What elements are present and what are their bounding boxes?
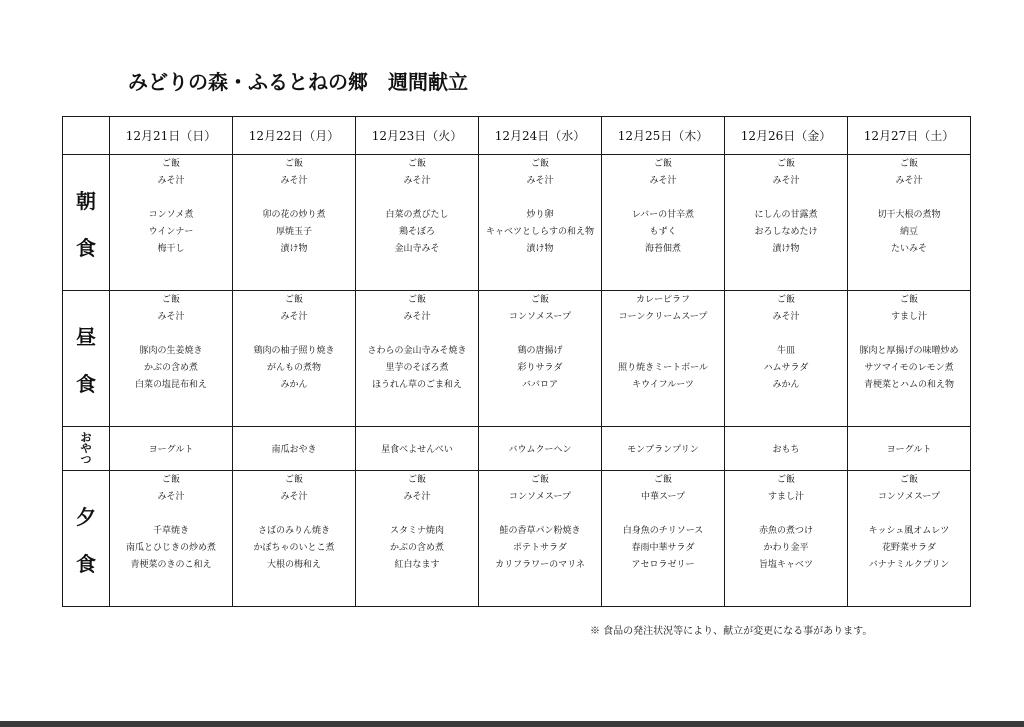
menu-item: みそ汁: [526, 176, 554, 186]
menu-item: みそ汁: [157, 176, 185, 186]
corner-cell: [63, 117, 110, 155]
menu-item: キャベツとしらすの和え物: [485, 227, 594, 237]
date-header-row: [63, 117, 971, 155]
menu-item: 赤魚の煮つけ: [758, 526, 813, 536]
day-header: 12月21日（日）: [110, 117, 233, 155]
menu-item: ご飯: [161, 295, 180, 305]
menu-item: 白身魚のチリソース: [622, 526, 704, 536]
menu-item: ウインナー: [148, 227, 194, 237]
menu-item: スタミナ焼肉: [389, 526, 444, 536]
menu-item: みそ汁: [157, 492, 185, 502]
menu-item: 照り焼きミートボール: [618, 363, 708, 373]
menu-item: レバーの甘辛煮: [631, 210, 695, 220]
menu-item: みそ汁: [280, 176, 308, 186]
menu-item: ご飯: [530, 475, 549, 485]
menu-item: みそ汁: [649, 176, 677, 186]
menu-item: 紅白なます: [394, 560, 440, 570]
menu-item: にしんの甘露煮: [754, 210, 818, 220]
snack-cell: 星食べよせんべい: [356, 427, 479, 471]
breakfast-label-char: 食: [76, 235, 96, 260]
breakfast-cell: [356, 155, 479, 291]
snack-cell: モンブランプリン: [602, 427, 725, 471]
menu-item: 青梗菜のきのこ和え: [130, 560, 212, 570]
menu-item: みかん: [772, 380, 800, 390]
snack-cell: バウムクーヘン: [479, 427, 602, 471]
menu-item: おろしなめたけ: [754, 227, 818, 237]
menu-item: がんもの煮物: [266, 363, 321, 373]
menu-item: ババロア: [521, 380, 558, 390]
menu-item: コンソメスープ: [509, 312, 571, 322]
lunch-cell: [233, 291, 356, 427]
menu-item: ご飯: [530, 159, 549, 169]
dinner-label-cell: [63, 471, 110, 607]
menu-item: さばのみりん焼き: [257, 526, 330, 536]
weekly-menu-table: [62, 116, 971, 607]
menu-item: ご飯: [407, 475, 426, 485]
menu-item: 里芋のそぼろ煮: [385, 363, 449, 373]
snack-label-cell: [63, 427, 110, 471]
menu-item: カレーピラフ: [635, 295, 690, 305]
menu-item: みそ汁: [403, 176, 431, 186]
lunch-label-char: 食: [76, 371, 96, 396]
snack-label-char: つ: [80, 453, 92, 466]
menu-item: ハムサラダ: [763, 363, 809, 373]
breakfast-label-cell: [63, 155, 110, 291]
snack-label-char: お: [80, 431, 92, 444]
menu-item: ほうれん草のごま和え: [371, 380, 462, 390]
menu-item: みそ汁: [280, 492, 308, 502]
menu-item: みそ汁: [895, 176, 923, 186]
menu-item: 漬け物: [280, 244, 308, 254]
lunch-cell: [848, 291, 971, 427]
menu-item: 納豆: [899, 227, 918, 237]
breakfast-row: [63, 155, 971, 291]
menu-item: ご飯: [407, 159, 426, 169]
day-header: 12月23日（火）: [356, 117, 479, 155]
menu-item: ご飯: [284, 475, 303, 485]
lunch-label-char: 昼: [76, 324, 96, 349]
menu-item: コンソメスープ: [509, 492, 571, 502]
dinner-cell: [602, 471, 725, 607]
breakfast-cell: [602, 155, 725, 291]
lunch-cell: [110, 291, 233, 427]
breakfast-cell: [233, 155, 356, 291]
lunch-label-cell: [63, 291, 110, 427]
menu-item: ご飯: [530, 295, 549, 305]
menu-item: ご飯: [161, 159, 180, 169]
menu-item: ご飯: [776, 295, 795, 305]
menu-item: ご飯: [161, 475, 180, 485]
breakfast-cell: [110, 155, 233, 291]
menu-item: たいみそ: [890, 244, 927, 254]
snack-cell: ヨーグルト: [848, 427, 971, 471]
menu-item: 海苔佃煮: [644, 244, 681, 254]
menu-item: 豚肉の生姜焼き: [139, 346, 203, 356]
menu-item: 中華スープ: [640, 492, 686, 502]
lunch-cell: [725, 291, 848, 427]
page-title: みどりの森・ふるとねの郷 週間献立: [128, 70, 468, 94]
menu-item: バナナミルクプリン: [868, 560, 950, 570]
menu-item: コーンクリームスープ: [618, 312, 708, 322]
menu-item: カリフラワーのマリネ: [495, 560, 585, 570]
menu-item: サツマイモのレモン煮: [864, 363, 954, 373]
snack-row: [63, 427, 971, 471]
menu-item: 千草焼き: [152, 526, 189, 536]
menu-item: みそ汁: [772, 312, 800, 322]
menu-item: すまし汁: [890, 312, 927, 322]
bottom-bar: [0, 721, 1024, 727]
menu-item: 切干大根の煮物: [877, 210, 941, 220]
menu-item: 白菜の塩昆布和え: [134, 380, 207, 390]
menu-item: 白菜の煮びたし: [385, 210, 449, 220]
menu-item: ご飯: [899, 295, 918, 305]
dinner-row: [63, 471, 971, 607]
menu-item: みそ汁: [403, 312, 431, 322]
menu-item: かぶの含め煮: [143, 363, 198, 373]
menu-item: みかん: [280, 380, 308, 390]
menu-item: みそ汁: [280, 312, 308, 322]
breakfast-cell: [848, 155, 971, 291]
menu-item: 南瓜とひじきの炒め煮: [125, 543, 216, 553]
menu-item: 牛皿: [776, 346, 795, 356]
snack-label-char: や: [80, 442, 92, 455]
menu-item: ご飯: [284, 159, 303, 169]
menu-item: ご飯: [407, 295, 426, 305]
dinner-cell: [356, 471, 479, 607]
menu-item: ご飯: [899, 475, 918, 485]
menu-item: みそ汁: [403, 492, 431, 502]
dinner-label-char: 食: [76, 551, 96, 576]
dinner-label-char: 夕: [76, 504, 96, 529]
menu-item: 花野菜サラダ: [882, 543, 936, 553]
menu-item: アセロラゼリー: [631, 560, 695, 570]
menu-item: キウイフルーツ: [632, 380, 694, 390]
menu-item: 鶏そぼろ: [398, 227, 435, 237]
snack-cell: ヨーグルト: [110, 427, 233, 471]
menu-item: 炒り卵: [526, 210, 554, 220]
menu-item: 鶏肉の柚子照り焼き: [253, 346, 335, 356]
breakfast-cell: [725, 155, 848, 291]
menu-item: ポテトサラダ: [513, 543, 567, 553]
menu-item: キッシュ風オムレツ: [868, 526, 950, 536]
menu-item: かぶの含め煮: [389, 543, 444, 553]
snack-cell: 南瓜おやき: [233, 427, 356, 471]
menu-item: 彩りサラダ: [517, 363, 563, 373]
menu-item: すまし汁: [767, 492, 804, 502]
menu-item: 青梗菜とハムの和え物: [863, 380, 954, 390]
menu-item: 豚肉と厚揚げの味噌炒め: [859, 346, 959, 356]
day-header: 12月25日（木）: [602, 117, 725, 155]
snack-cell: おもち: [725, 427, 848, 471]
menu-item: コンソメスープ: [878, 492, 940, 502]
dinner-cell: [479, 471, 602, 607]
day-header: 12月22日（月）: [233, 117, 356, 155]
dinner-cell: [848, 471, 971, 607]
dinner-cell: [110, 471, 233, 607]
menu-item: 梅干し: [157, 244, 185, 254]
menu-item: 鮭の香草パン粉焼き: [499, 526, 581, 536]
menu-item: ご飯: [776, 159, 795, 169]
dinner-cell: [233, 471, 356, 607]
menu-item: 大根の梅和え: [266, 560, 321, 570]
lunch-row: [63, 291, 971, 427]
menu-item: さわらの金山寺みそ焼き: [367, 346, 467, 356]
menu-item: コンソメ煮: [148, 210, 194, 220]
menu-item: かぼちゃのいとこ煮: [253, 543, 335, 553]
dinner-cell: [725, 471, 848, 607]
menu-item: 漬け物: [526, 244, 554, 254]
lunch-cell: [602, 291, 725, 427]
menu-item: 漬け物: [772, 244, 800, 254]
menu-item: ご飯: [899, 159, 918, 169]
day-header: 12月26日（金）: [725, 117, 848, 155]
menu-item: 卯の花の炒り煮: [262, 210, 326, 220]
menu-item: みそ汁: [772, 176, 800, 186]
menu-item: 春雨中華サラダ: [631, 543, 695, 553]
lunch-cell: [356, 291, 479, 427]
day-header: 12月27日（土）: [848, 117, 971, 155]
menu-item: もずく: [649, 227, 677, 237]
menu-item: 厚焼玉子: [275, 227, 312, 237]
day-header: 12月24日（水）: [479, 117, 602, 155]
change-notice: ※ 食品の発注状況等により、献立が変更になる事があります。: [590, 626, 873, 637]
menu-item: ご飯: [653, 475, 672, 485]
menu-item: ご飯: [776, 475, 795, 485]
menu-item: ご飯: [653, 159, 672, 169]
menu-item: 旨塩キャベツ: [758, 560, 813, 570]
menu-item: みそ汁: [157, 312, 185, 322]
menu-item: 鶏の唐揚げ: [517, 346, 563, 356]
menu-item: ご飯: [284, 295, 303, 305]
lunch-cell: [479, 291, 602, 427]
breakfast-label-char: 朝: [76, 188, 96, 213]
breakfast-cell: [479, 155, 602, 291]
menu-item: かわり金平: [763, 543, 809, 553]
menu-item: 金山寺みそ: [394, 244, 440, 254]
